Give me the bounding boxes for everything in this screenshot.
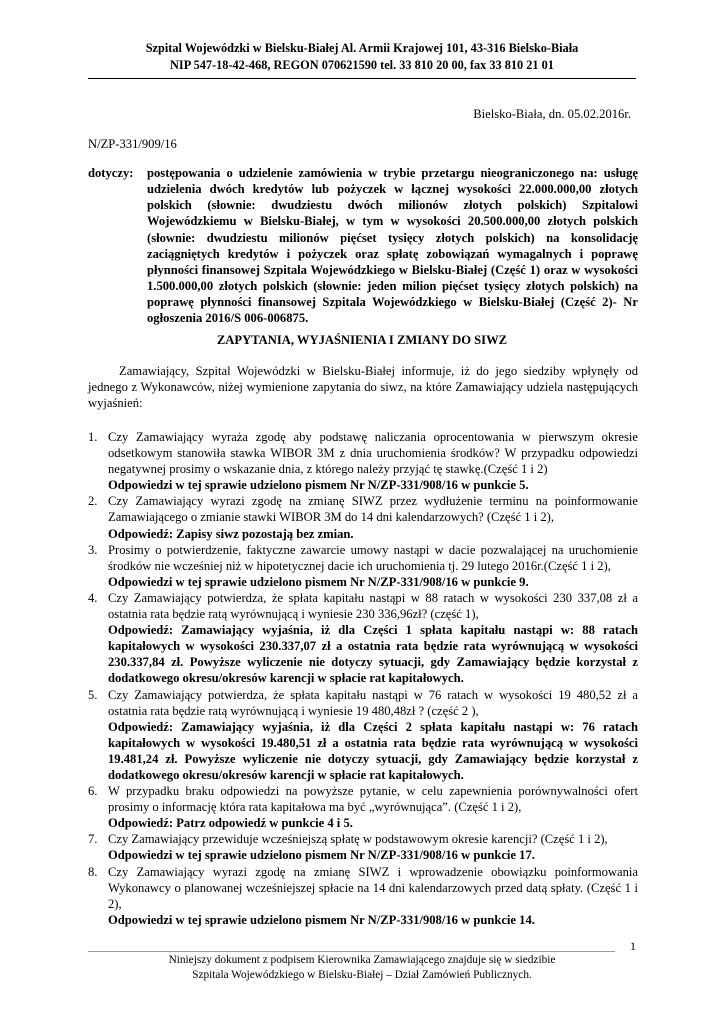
question-item-7 <box>88 831 638 863</box>
question-item-2 <box>88 493 638 541</box>
question-item-4 <box>88 590 638 687</box>
header-line-1: Szpital Wojewódzki w Bielsku-Białej Al. Armii Krajowej 101, 43-316 Bielsko-Biała <box>145 41 579 55</box>
question-text: Prosimy o potwierdzenie, faktyczne zawarcie umowy nastąpi w dacie pozwalającej na uruchomienie środków nie wcześniej niż w hipotetycznej dacie ich uruchomienia tj. 29 lutego 2016r.(Część 1 i 2), <box>108 542 638 573</box>
intro-paragraph: Zamawiający, Szpital Wojewódzki w Bielsku-Białej informuje, iż do jego siedziby wpłynęły od jednego z Wykonawców, niżej wymienione zapytania do siwz, na które Zamawiający udziela następujących wyjaśnień: <box>88 364 638 411</box>
document-date: Bielsko-Biała, dn. 05.02.2016r. <box>473 107 631 121</box>
footer <box>0 953 724 982</box>
footer-line-2: Szpitala Wojewódzkiego w Bielsku-Białej – Dział Zamówień Publicznych. <box>192 968 532 981</box>
question-item-3 <box>88 542 638 590</box>
header-line-2: NIP 547-18-42-468, REGON 070621590 tel. 33 810 20 00, fax 33 810 21 01 <box>170 58 554 72</box>
answer-text: Odpowiedzi w tej sprawie udzielono pismem Nr N/ZP-331/908/16 w punkcie 9. <box>108 574 529 589</box>
question-number: 6. <box>88 784 98 799</box>
question-item-6 <box>88 783 638 831</box>
question-number: 1. <box>88 430 98 444</box>
document-title: ZAPYTANIA, WYJAŚNIENIA I ZMIANY DO SIWZ <box>216 333 508 347</box>
question-text: Czy Zamawiający przewiduje wcześniejszą spłatę w podstawowym okresie karencji? (Część 1 i 2), <box>108 832 608 847</box>
question-number: 5. <box>88 687 98 702</box>
answer-text: Odpowiedzi w tej sprawie udzielono pismem Nr N/ZP-331/908/16 w punkcie 17. <box>108 848 535 863</box>
question-number: 8. <box>88 864 98 879</box>
header-divider <box>88 78 636 79</box>
question-item-1 <box>88 429 638 493</box>
reference-number: N/ZP-331/909/16 <box>88 137 177 151</box>
subject-text: postępowania o udzielenie zamówienia w trybie przetargu nieograniczonego na: usługę udzielenia dwóch kredytów lub pożyczek w łącznej wysokości 22.000.000,00 złotych polskich (słownie: dwudziestu dwóch milionów złotych polskich) Szpitalowi Wojewódzkiemu w Bielsku-Białej, w tym w wysokości 20.500.000,00 złotych polskich (słownie: dwudziestu milionów pięćset tysięcy złotych polskich) na konsolidację zaciągniętych kredytów i pożyczek oraz spłatę zobowiązań wymagalnych i poprawę płynności finansowej Szpitala Wojewódzkiego w Bielsku-Białej (Część 1) oraz w wysokości 1.500.000,00 złotych polskich (słownie: jeden milion pięćset tysięcy złotych polskich) na poprawę płynności finansowej Szpitala Wojewódzkiego w Bielsku-Białej (Część 2)- Nr ogłoszenia 2016/S 006-006875. <box>147 166 638 326</box>
question-number: 4. <box>88 590 98 605</box>
question-item-8 <box>88 864 638 928</box>
question-number: 2. <box>88 494 98 509</box>
questions-list <box>88 429 638 928</box>
question-text: W przypadku braku odpowiedzi na powyższe pytanie, w celu zapewnienia porównywalności ofert prosimy o informację która rata kapitałowa ma być „wyrównująca”. (Część 1 i 2), <box>108 784 638 815</box>
answer-text: Odpowiedzi w tej sprawie udzielono pismem Nr N/ZP-331/908/16 w punkcie 5. <box>108 478 529 493</box>
answer-text: Odpowiedzi w tej sprawie udzielono pismem Nr N/ZP-331/908/16 w punkcie 14. <box>108 912 535 927</box>
question-text: Czy Zamawiający potwierdza, że spłata kapitału nastąpi w 76 ratach w wysokości 19 480,52 zł a ostatnia rata będzie ratą wyrównującą i wyniesie 19 480,48zł ? (część 2 ), <box>108 687 638 718</box>
question-number: 3. <box>88 542 98 557</box>
page-number: 1 <box>630 939 636 953</box>
question-text: Czy Zamawiający wyrazi zgodę na zmianę SIWZ i wprowadzenie obowiązku poinformowania Wykonawcy o planowanej wcześniejszej spłacie na 14 dni kalendarzowych przed datą spłaty. (Część 1 i 2), <box>108 864 638 911</box>
question-item-5 <box>88 687 638 784</box>
question-number: 7. <box>88 832 98 847</box>
footer-divider <box>88 951 615 952</box>
answer-text: Odpowiedź: Zamawiający wyjaśnia, iż dla Części 2 spłata kapitału nastąpi w: 76 ratach kapitałowych w wysokości 19.480,51 zł a ostatnia rata będzie rata wyrównującą w wysokości 19.481,24 zł. Powyższe wyliczenie nie dotyczy sytuacji, gdy Zamawiający będzie korzystał z dodatkowego okresu/okresów karencji w spłacie rat kapitałowych. <box>108 719 638 782</box>
answer-text: Odpowiedź: Patrz odpowiedź w punkcie 4 i 5. <box>108 816 353 831</box>
footer-line-1: Niniejszy dokument z podpisem Kierownika Zamawiającego znajduje się w siedzibie <box>168 954 556 966</box>
question-text: Czy Zamawiający potwierdza, że spłata kapitału nastąpi w 88 ratach w wysokości 230 337,08 zł a ostatnia rata będzie ratą wyrównującą i wyniesie 230 336,96zł? (część 1), <box>108 590 638 622</box>
question-text: Czy Zamawiający wyraża zgodę aby podstawę naliczania oprocentowania w pierwszym okresie odsetkowym stanowiła stawka WIBOR 3M z dnia uruchomienia środków? W przypadku odpowiedzi negatywnej prosimy o wskazanie dnia, z którego należy przyjąć tę stawkę.(Część 1 i 2) <box>108 430 638 477</box>
question-text: Czy Zamawiający wyrazi zgodę na zmianę SIWZ przez wydłużenie terminu na poinformowanie Zamawiającego o zmianie stawki WIBOR 3M do 14 dni kalendarzowych? (Część 1 i 2), <box>108 494 638 525</box>
answer-text: Odpowiedź: Zamawiający wyjaśnia, iż dla Części 1 spłata kapitału nastąpi w: 88 ratach kapitałowych w wysokości 230.337,07 zł a ostatnia rata będzie rata wyrównującą w wysokości 230.337,84 zł. Powyższe wyliczenie nie dotyczy sytuacji, gdy Zamawiający będzie korzystał z dodatkowego okresu/okresów karencji w spłacie rat kapitałowych. <box>108 623 638 686</box>
subject-label: dotyczy: <box>88 166 134 180</box>
answer-text: Odpowiedź: Zapisy siwz pozostają bez zmian. <box>108 526 354 541</box>
